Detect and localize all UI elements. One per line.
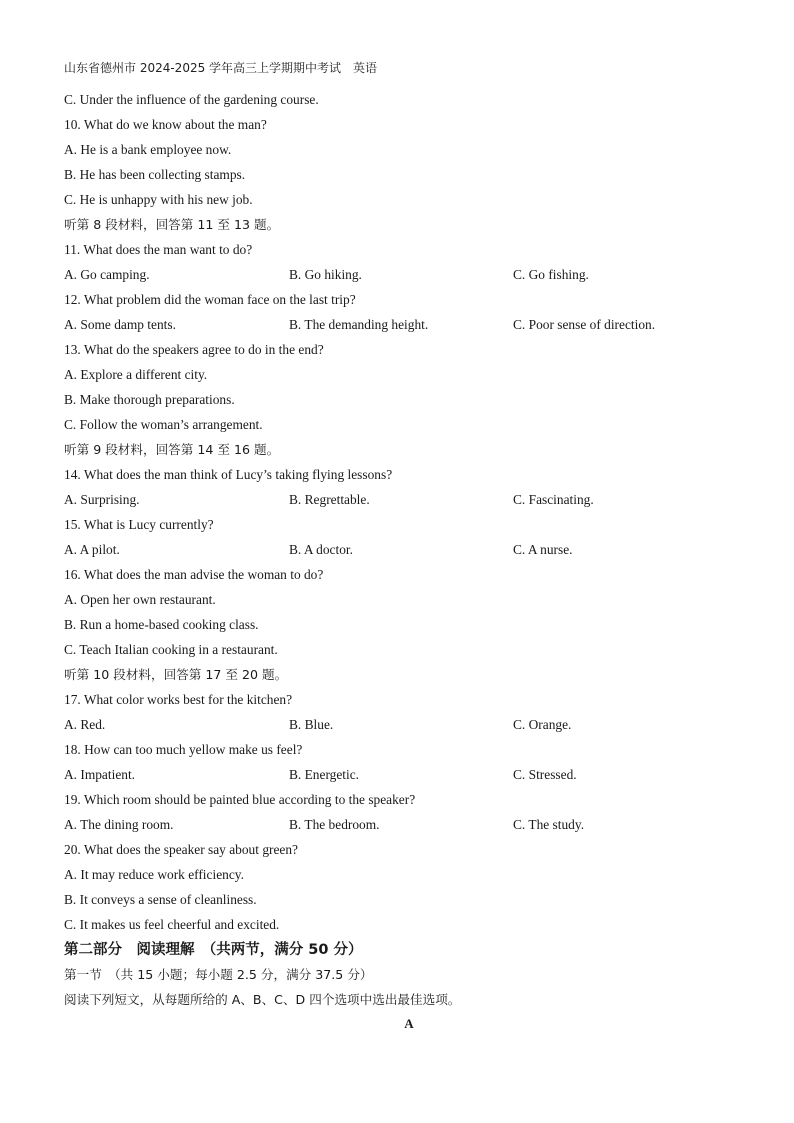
option-a: A. Some damp tents. <box>64 317 176 332</box>
question-14: 14. What does the man think of Lucy’s taking flying lessons? <box>64 467 393 482</box>
question-20: 20. What does the speaker say about green? <box>64 842 299 857</box>
section-title: 第一节 （共 15 小题；每小题 2.5 分，满分 37.5 分） <box>64 967 373 982</box>
option-a: A. Go camping. <box>64 267 150 282</box>
question-16: 16. What does the man advise the woman to do? <box>64 567 324 582</box>
option-row <box>64 315 754 340</box>
option-line: C. He is unhappy with his new job. <box>64 192 253 207</box>
option-line: B. It conveys a sense of cleanliness. <box>64 892 257 907</box>
option-line: C. It makes us feel cheerful and excited. <box>64 917 280 932</box>
option-line: A. He is a bank employee now. <box>64 142 232 157</box>
option-row <box>64 815 754 840</box>
option-line: A. Explore a different city. <box>64 367 208 382</box>
section-instruction: 听第 8 段材料，回答第 11 至 13 题。 <box>64 217 280 232</box>
option-b: B. Energetic. <box>289 767 360 782</box>
option-row <box>64 490 754 515</box>
option-line: A. It may reduce work efficiency. <box>64 867 244 882</box>
question-17: 17. What color works best for the kitchen? <box>64 692 293 707</box>
question-15: 15. What is Lucy currently? <box>64 517 214 532</box>
option-a: A. Red. <box>64 717 106 732</box>
question-12: 12. What problem did the woman face on the last trip? <box>64 292 356 307</box>
option-b: B. Go hiking. <box>289 267 362 282</box>
option-c: C. The study. <box>513 817 585 832</box>
option-b: B. Blue. <box>289 717 334 732</box>
option-line: C. Under the influence of the gardening course. <box>64 92 319 107</box>
option-line: C. Teach Italian cooking in a restaurant. <box>64 642 278 657</box>
option-line: A. Open her own restaurant. <box>64 592 216 607</box>
option-a: A. A pilot. <box>64 542 120 557</box>
section-instruction: 听第 9 段材料，回答第 14 至 16 题。 <box>64 442 280 457</box>
question-18: 18. How can too much yellow make us feel? <box>64 742 303 757</box>
option-c: C. A nurse. <box>513 542 573 557</box>
option-row <box>64 765 754 790</box>
question-10: 10. What do we know about the man? <box>64 117 267 132</box>
option-line: C. Follow the woman’s arrangement. <box>64 417 263 432</box>
option-row <box>64 540 754 565</box>
part-title: 第二部分 阅读理解 （共两节，满分 50 分） <box>64 942 363 958</box>
option-c: C. Orange. <box>513 717 572 732</box>
option-a: A. Impatient. <box>64 767 136 782</box>
option-c: C. Fascinating. <box>513 492 594 507</box>
option-b: B. The bedroom. <box>289 817 380 832</box>
question-19: 19. Which room should be painted blue according to the speaker? <box>64 792 416 807</box>
section-instruction: 听第 10 段材料，回答第 17 至 20 题。 <box>64 667 288 682</box>
page-header: 山东省德州市 2024-2025 学年高三上学期期中考试 英语 <box>64 61 378 75</box>
option-c: C. Go fishing. <box>513 267 589 282</box>
option-row <box>64 265 754 290</box>
reading-instruction: 阅读下列短文，从每题所给的 A、B、C、D 四个选项中选出最佳选项。 <box>64 992 461 1007</box>
passage-label: A <box>404 1016 414 1031</box>
option-a: A. The dining room. <box>64 817 174 832</box>
exam-content <box>64 90 754 1037</box>
option-b: B. A doctor. <box>289 542 353 557</box>
question-11: 11. What does the man want to do? <box>64 242 253 257</box>
option-row <box>64 715 754 740</box>
option-b: B. Regrettable. <box>289 492 370 507</box>
option-a: A. Surprising. <box>64 492 140 507</box>
question-13: 13. What do the speakers agree to do in the end? <box>64 342 324 357</box>
option-c: C. Poor sense of direction. <box>513 317 656 332</box>
option-line: B. Run a home-based cooking class. <box>64 617 259 632</box>
option-b: B. The demanding height. <box>289 317 429 332</box>
option-c: C. Stressed. <box>513 767 577 782</box>
option-line: B. Make thorough preparations. <box>64 392 235 407</box>
option-line: B. He has been collecting stamps. <box>64 167 246 182</box>
